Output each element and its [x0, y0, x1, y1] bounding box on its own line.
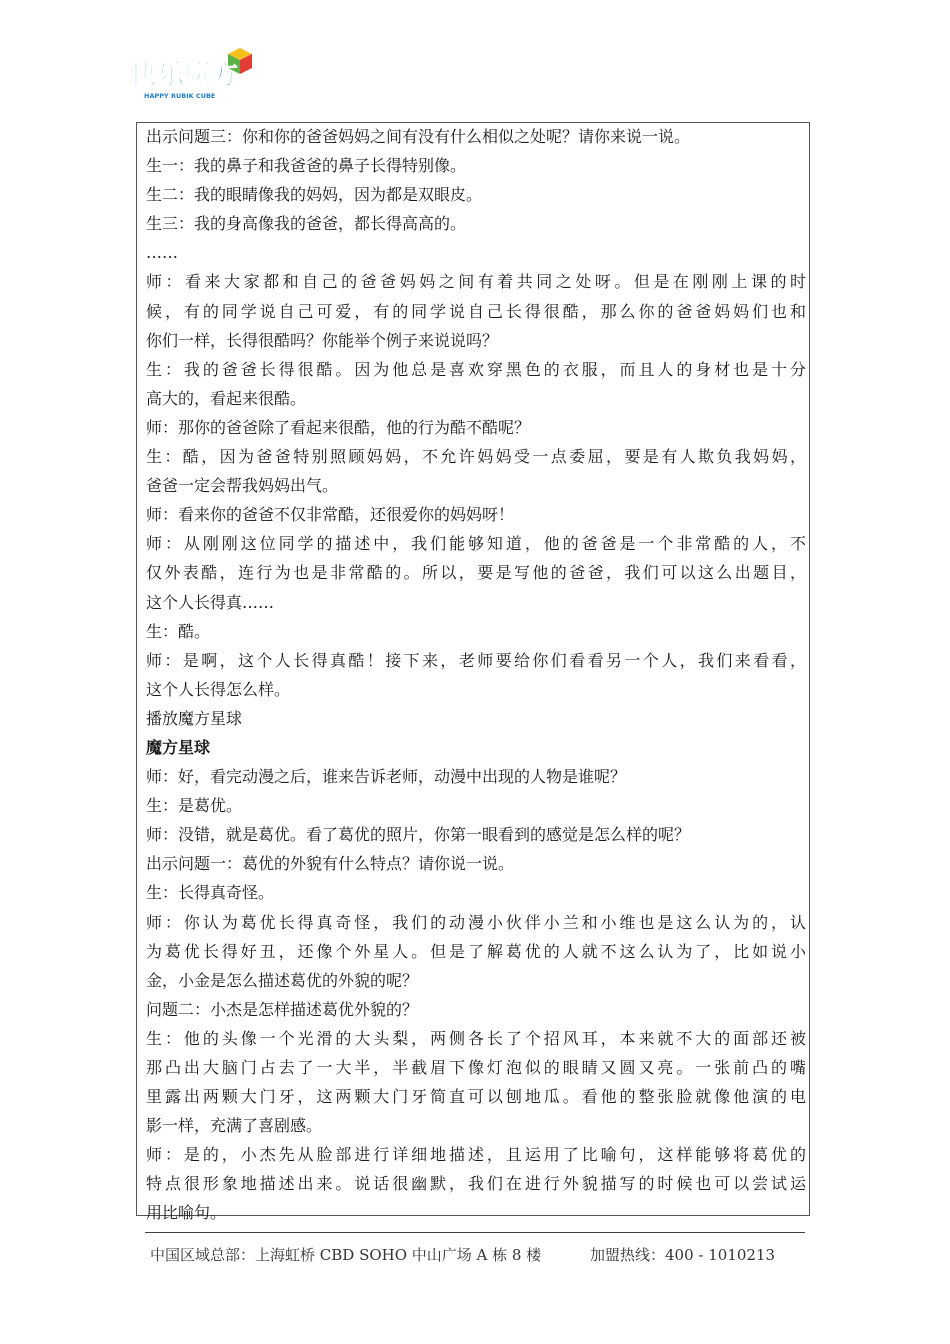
transcript-line: 那凸出大脑门占去了一大半，半截眉下像灯泡似的眼睛又圆又亮。一张前凸的嘴 — [146, 1058, 806, 1077]
footer-divider — [145, 1232, 805, 1233]
transcript-line: 师：是的，小杰先从脸部进行详细地描述，且运用了比喻句，这样能够将葛优的 — [146, 1145, 806, 1165]
transcript-line: 候，有的同学说自己可爱，有的同学说自己长得很酷，那么你的爸爸妈妈们也和 — [146, 301, 806, 321]
transcript-line: 高大的，看起来很酷。 — [146, 388, 307, 408]
transcript-line: 出示问题一：葛优的外貌有什么特点？请你说一说。 — [146, 854, 515, 874]
transcript-line: 生：酷，因为爸爸特别照顾妈妈，不允许妈妈受一点委屈，要是有人欺负我妈妈， — [146, 447, 806, 467]
transcript-line: 师：那你的爸爸除了看起来很酷，他的行为酷不酷呢？ — [146, 417, 531, 437]
transcript-line: …… — [146, 243, 178, 263]
footer-hotline: 加盟热线：400 - 1010213 — [590, 1246, 776, 1264]
transcript-line: 里露出两颗大门牙，这两颗大门牙简直可以刨地瓜。看他的整张脸就像他演的电 — [146, 1087, 806, 1107]
transcript-line: 影一样，充满了喜剧感。 — [146, 1116, 323, 1136]
transcript-line: 仅外表酷，连行为也是非常酷的。所以，要是写他的爸爸，我们可以这么出题目， — [146, 563, 806, 583]
section-heading: 魔方星球 — [146, 737, 211, 757]
transcript-line: 师：你认为葛优长得真奇怪，我们的动漫小伙伴小兰和小维也是这么认为的，认 — [146, 912, 806, 932]
transcript-line: 师：看来你的爸爸不仅非常酷，还很爱你的妈妈呀！ — [146, 505, 515, 525]
lesson-transcript — [146, 122, 806, 1228]
brand-logo — [128, 46, 258, 106]
transcript-line: 你们一样，长得很酷吗？你能举个例子来说说吗？ — [146, 330, 499, 350]
transcript-line: 师：从刚刚这位同学的描述中，我们能够知道，他的爸爸是一个非常酷的人，不 — [146, 534, 806, 554]
transcript-line: 生：酷。 — [146, 621, 211, 641]
transcript-line: 生：我的爸爸长得很酷。因为他总是喜欢穿黑色的衣服，而且人的身材也是十分 — [146, 359, 806, 379]
transcript-line: 生：他的头像一个光滑的大头梨，两侧各长了个招风耳，本来就不大的面部还被 — [146, 1028, 806, 1048]
transcript-line: 师：好，看完动漫之后，谁来告诉老师，动漫中出现的人物是谁呢？ — [146, 767, 627, 787]
page-footer — [150, 1244, 775, 1265]
transcript-line: 生二：我的眼睛像我的妈妈，因为都是双眼皮。 — [146, 185, 483, 205]
transcript-line: 问题二：小杰是怎样描述葛优外貌的？ — [146, 999, 419, 1019]
transcript-line: 生：是葛优。 — [146, 796, 243, 816]
footer-address: 中国区域总部：上海虹桥 CBD SOHO 中山广场 A 栋 8 楼 — [150, 1246, 542, 1264]
transcript-line: 为葛优长得好丑，还像个外星人。但是了解葛优的人就不这么认为了，比如说小 — [146, 941, 806, 961]
transcript-line: 师：是啊，这个人长得真酷！接下来，老师要给你们看看另一个人，我们来看看， — [146, 650, 806, 670]
transcript-line: 爸爸一定会帮我妈妈出气。 — [146, 476, 339, 496]
transcript-line: 用比喻句。 — [146, 1203, 227, 1223]
transcript-line: 播放魔方星球 — [146, 708, 243, 728]
transcript-line: 师：看来大家都和自己的爸爸妈妈之间有着共同之处呀。但是在刚刚上课的时 — [146, 272, 806, 292]
logo-text: 快乐魔方 — [130, 60, 238, 91]
transcript-line: 生：长得真奇怪。 — [146, 883, 275, 903]
transcript-line: 这个人长得真…… — [146, 592, 275, 612]
transcript-line: 生三：我的身高像我的爸爸，都长得高高的。 — [146, 214, 467, 234]
transcript-line: 金，小金是怎么描述葛优的外貌的呢？ — [146, 970, 419, 990]
logo-subtitle: HAPPY RUBIK CUBE — [144, 92, 216, 100]
transcript-line: 出示问题三：你和你的爸爸妈妈之间有没有什么相似之处呢？请你来说一说。 — [146, 127, 691, 146]
transcript-line: 师：没错，就是葛优。看了葛优的照片，你第一眼看到的感觉是怎么样的呢？ — [146, 825, 691, 845]
transcript-line: 生一：我的鼻子和我爸爸的鼻子长得特别像。 — [146, 156, 467, 176]
transcript-line: 这个人长得怎么样。 — [146, 679, 291, 699]
transcript-line: 特点很形象地描述出来。说话很幽默，我们在进行外貌描写的时候也可以尝试运 — [146, 1174, 806, 1194]
